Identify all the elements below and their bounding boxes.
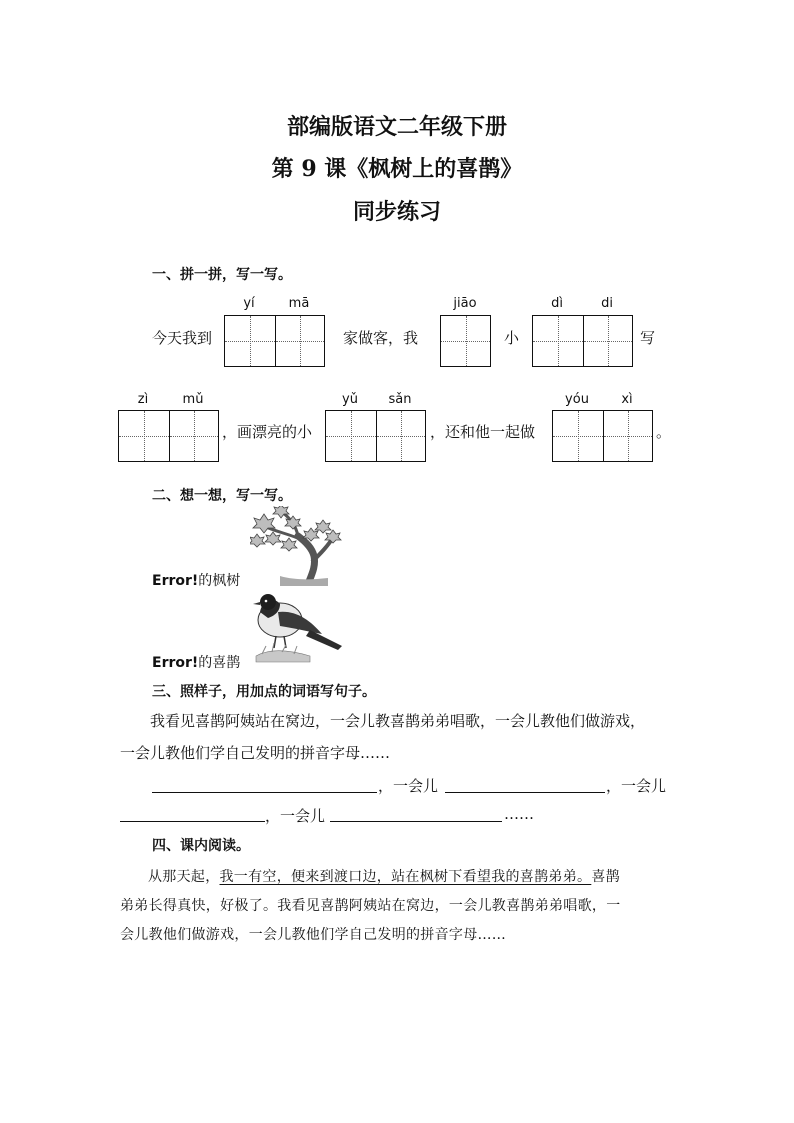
error-fill-1	[152, 570, 240, 590]
passage-line-3: 会儿教他们做游戏，一会儿教他们学自己发明的拼音字母……	[120, 927, 507, 943]
reading-passage	[120, 863, 680, 950]
row2-text1: ，画漂亮的小	[222, 423, 313, 441]
row1-text1: 今天我到	[152, 329, 213, 347]
grid-cell[interactable]	[441, 316, 490, 366]
section4-heading: 四、课内阅读。	[152, 838, 250, 854]
writing-grid-yima[interactable]	[224, 315, 325, 367]
pinyin: yóu	[565, 392, 589, 407]
grid-cell[interactable]	[533, 316, 583, 366]
error-text: Error!	[152, 573, 199, 589]
writing-grid-zimu[interactable]	[118, 410, 219, 462]
section1-heading: 一、拼一拼，写一写。	[152, 267, 292, 283]
section2-heading: 二、想一想，写一写。	[152, 488, 292, 504]
item-label: 的枫树	[198, 573, 241, 589]
row2-text3: 。	[656, 423, 672, 441]
pinyin: di	[601, 296, 613, 311]
section3-heading: 三、照样子，用加点的词语写句子。	[152, 684, 376, 700]
example-line-2: 一会儿教他们学自己发明的拼音字母……	[120, 744, 391, 762]
pinyin: yǔ	[342, 392, 358, 407]
pinyin: jiāo	[453, 296, 477, 311]
pinyin: xì	[621, 392, 633, 407]
passage-text: 喜鹊	[591, 869, 620, 885]
fill-end: ……	[504, 805, 534, 823]
subtitle: 同步练习	[352, 199, 441, 225]
error-fill-2	[152, 652, 240, 672]
passage-line-2: 弟弟长得真快，好极了。我看见喜鹊阿姨站在窝边，一会儿教喜鹊弟弟唱歌，一	[120, 898, 621, 914]
row1-text3: 小	[504, 329, 520, 347]
row2-text2: ，还和他一起做	[430, 423, 536, 441]
passage-text: 从那天起，	[148, 869, 220, 885]
passage-line-1	[120, 863, 680, 892]
pinyin: dì	[551, 296, 563, 311]
magpie-image	[250, 590, 344, 664]
writing-grid-didi[interactable]	[532, 315, 633, 367]
error-text: Error!	[152, 655, 199, 671]
answer-blank[interactable]	[445, 778, 605, 793]
grid-cell[interactable]	[376, 411, 426, 461]
grid-cell[interactable]	[275, 316, 325, 366]
underlined-sentence: 我一有空，便来到渡口边，站在枫树下看望我的喜鹊弟弟。	[219, 869, 592, 885]
page-title: 部编版语文二年级下册	[286, 114, 507, 140]
grid-cell[interactable]	[225, 316, 275, 366]
pinyin: zì	[137, 392, 149, 407]
lesson-title: 第 9 课《枫树上的喜鹊》	[271, 156, 523, 182]
fill-sep-2: ，一会儿	[606, 777, 667, 795]
example-line-1: 我看见喜鹊阿姨站在窝边，一会儿教喜鹊弟弟唱歌，一会儿教他们做游戏，	[150, 712, 646, 730]
answer-blank[interactable]	[330, 807, 502, 822]
grid-cell[interactable]	[583, 316, 633, 366]
grid-cell[interactable]	[553, 411, 603, 461]
maple-tree-image	[250, 506, 342, 586]
grid-cell[interactable]	[169, 411, 219, 461]
answer-blank[interactable]	[152, 778, 377, 793]
fill-sep-3: ，一会儿	[265, 807, 326, 825]
row1-text2: 家做客，我	[343, 329, 419, 347]
pinyin: yí	[243, 296, 255, 311]
pinyin: sǎn	[388, 392, 412, 407]
grid-cell[interactable]	[119, 411, 169, 461]
writing-grid-youxi[interactable]	[552, 410, 653, 462]
writing-grid-jiao[interactable]	[440, 315, 491, 367]
row1-text4: 写	[640, 329, 656, 347]
grid-cell[interactable]	[603, 411, 653, 461]
pinyin: mā	[288, 296, 310, 311]
grid-cell[interactable]	[326, 411, 376, 461]
pinyin: mǔ	[182, 392, 204, 407]
writing-grid-yusan[interactable]	[325, 410, 426, 462]
item-label: 的喜鹊	[198, 655, 241, 671]
fill-sep-1: ，一会儿	[378, 777, 439, 795]
answer-blank[interactable]	[120, 807, 265, 822]
